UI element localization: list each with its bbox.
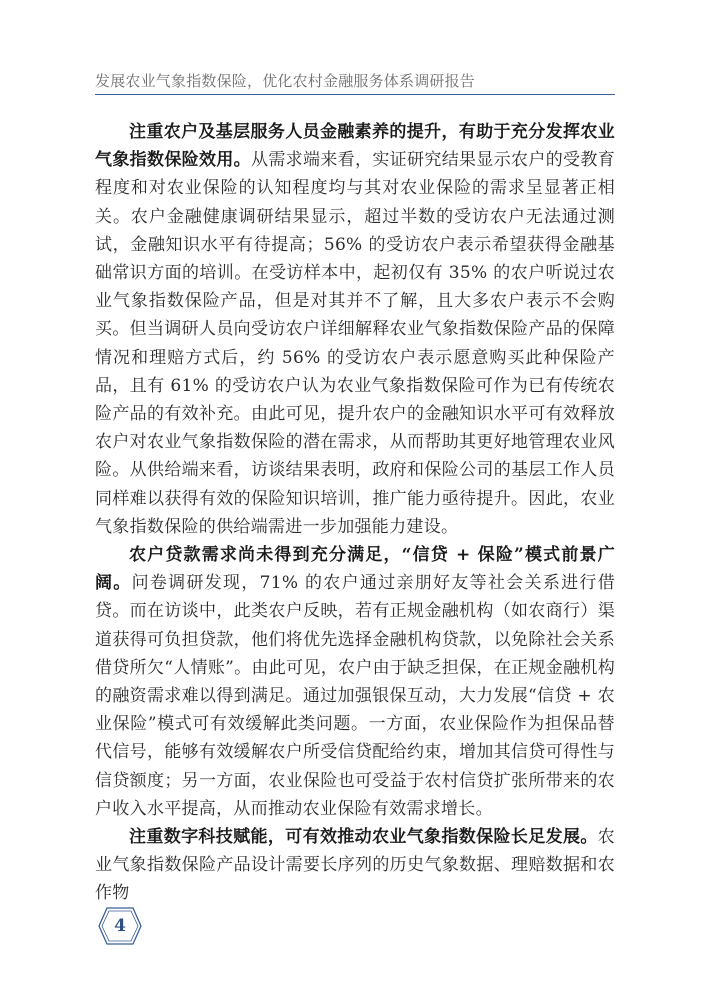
paragraph-digital-tech: [95, 823, 615, 908]
paragraph-text-financial-literacy: 从需求端来看，实证研究结果显示农户的受教育程度和对农业保险的认知程度均与其对农业保险的需求呈显著正相关。农户金融健康调研结果显示，超过半数的受访农户无法通过测试，金融知识水平有待提高；56% 的受访农户表示希望获得金融基础常识方面的培训。在受访样本中，起初仅有 35% 的农户听说过农业气象指数保险产品，但是对其并不了解，且大多农户表示不会购买。但当调研人员向受访农户详细解释农业气象指数保险产品的保障情况和理赔方式后，约 56% 的受访农户表示愿意购买此种保险产品，且有 61% 的受访农户认为农业气象指数保险可作为已有传统农险产品的有效补充。由此可见，提升农户的金融知识水平可有效释放农户对农业气象指数保险的潜在需求，从而帮助其更好地管理农业风险。从供给端来看，访谈结果表明，政府和保险公司的基层工作人员同样难以获得有效的保险知识培训，推广能力亟待提升。因此，农业气象指数保险的供给端需进一步加强能力建设。: [95, 150, 615, 537]
paragraph-lead-credit-insurance: 农户贷款需求尚未得到充分满足，“信贷 + 保险”模式前景广阔。: [95, 545, 615, 594]
header-title: 发展农业气象指数保险，优化农村金融服务体系调研报告: [95, 72, 476, 90]
running-header: [95, 68, 615, 95]
paragraph-financial-literacy: [95, 118, 615, 541]
page-number: 4: [114, 916, 126, 936]
page-number-badge: [98, 907, 142, 945]
paragraph-text-credit-insurance: 问卷调研发现，71% 的农户通过亲朋好友等社会关系进行借贷。而在访谈中，此类农户反映，若有正规金融机构（如农商行）渠道获得可负担贷款，他们将优先选择金融机构贷款，以免除社会关系借贷所欠“人情账”。由此可见，农户由于缺乏担保，在正规金融机构的融资需求难以得到满足。通过加强银保互动，大力发展“信贷 + 农业保险”模式可有效缓解此类问题。一方面，农业保险作为担保品替代信号，能够有效缓解农户所受信贷配给约束，增加其信贷可得性与信贷额度；另一方面，农业保险也可受益于农村信贷扩张所带来的农户收入水平提高，从而推动农业保险有效需求增长。: [95, 573, 615, 819]
paragraph-text-digital-tech: 农业气象指数保险产品设计需要长序列的历史气象数据、理赔数据和农作物: [95, 827, 615, 904]
paragraph-credit-insurance: [95, 541, 615, 823]
document-body: [95, 118, 615, 908]
paragraph-lead-financial-literacy: 注重农户及基层服务人员金融素养的提升，有助于充分发挥农业气象指数保险效用。: [95, 122, 615, 171]
paragraph-lead-digital-tech: 注重数字科技赋能，可有效推动农业气象指数保险长足发展。: [129, 827, 598, 848]
